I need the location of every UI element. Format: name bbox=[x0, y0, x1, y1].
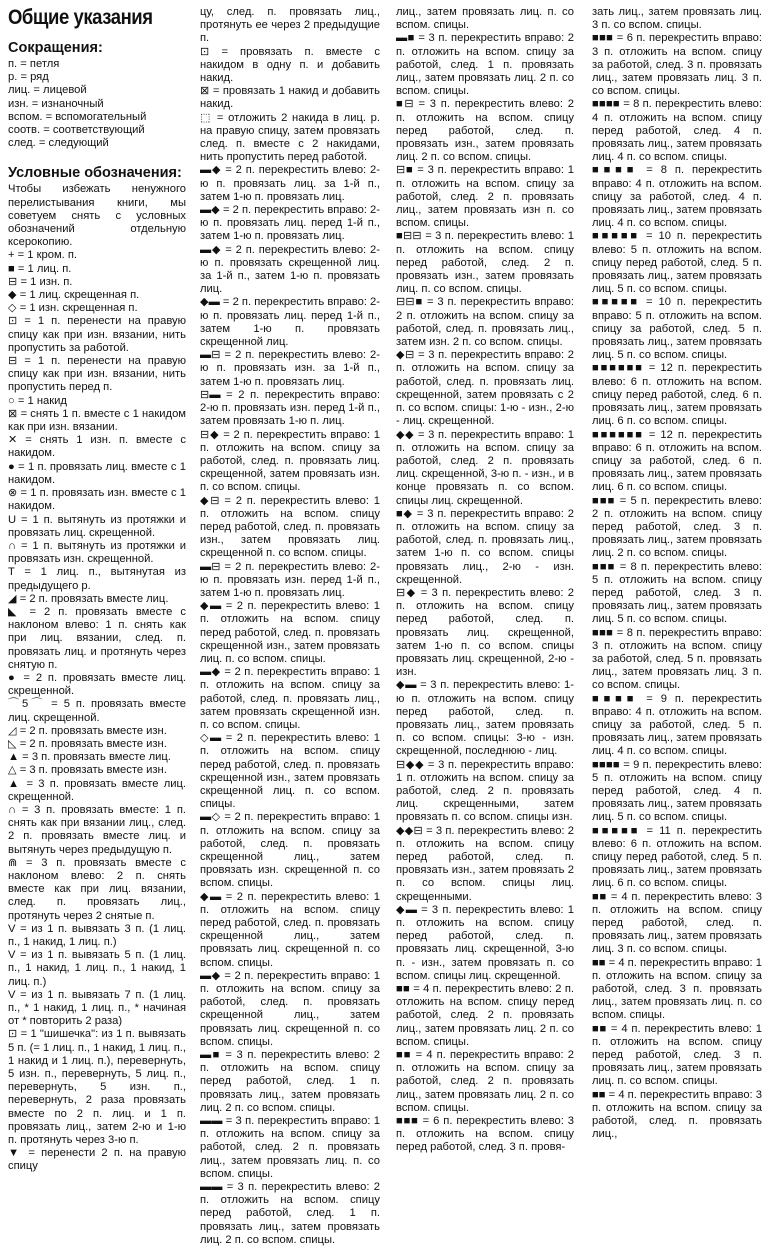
legend-entry: ● = 2 п. провязать вместе лиц. скрещенной. bbox=[8, 671, 186, 698]
legend-entry: T = 1 лиц. п., вытянутая из предыдущего р. bbox=[8, 566, 186, 592]
legend-entry: ⊡ = 1 "шишечка": из 1 п. вывязать 5 п. (= 1 лиц. п., 1 накид, 1 лиц. п., 1 накид и 1 лиц. п.), перевернуть, 5 изн. п., перевернуть, 5 лиц. п., перевернуть, 5 изн. п., перевернуть, 2 раза провязать вместе по 2 п. лиц. и 1 п. провязать лиц., затем 2-ю и 1-ю п. протянуть через 3-ю п. bbox=[8, 1028, 186, 1147]
legend-entry: ▼ = перенести 2 п. на правую спицу bbox=[8, 1147, 186, 1173]
legend-entry: ⊟◆◆ = 3 п. перекрестить вправо: 1 п. отложить на вспом. спицу за работой, след. 2 п. провязать лиц. скрещенными, затем провязать п. со вспом. спицы изн. bbox=[396, 758, 574, 824]
legend-entry: ⊟ = 1 п. перенести на правую спицу как при изн. вязании, нить пропустить перед п. bbox=[8, 355, 186, 394]
legend-entry: V = из 1 п. вывязать 7 п. (1 лиц. п., * 1 накид, 1 лиц. п., * начиная от * повторить 2 раза) bbox=[8, 988, 186, 1028]
legend-entry: ◺ = 2 п. провязать вместе изн. bbox=[8, 737, 167, 750]
legend-entry: лиц. = лицевой bbox=[8, 84, 87, 97]
column-2 bbox=[200, 6, 380, 1247]
column-4 bbox=[592, 6, 762, 1141]
legend-entry: ■■ = 4 п. перекрестить вправо: 2 п. отложить на вспом. спицу за работой, след. 2 п. провязать лиц., затем провязать лиц. 2 п. со вспом. спицы. bbox=[396, 1049, 574, 1114]
legend-entry: вспом. = вспомогательный bbox=[8, 110, 147, 123]
legend-entry: ▬◆ = 2 п. перекрестить влево: 2-ю п. провязать скрещенной лиц. за 1-й п., затем 1-ю п. провязать лиц. bbox=[200, 243, 380, 296]
legend-entry: ◆ = 1 лиц. скрещенная п. bbox=[8, 289, 140, 302]
column-3 bbox=[396, 6, 574, 1155]
legend-entry: ▬◆ = 2 п. перекрестить влево: 2-ю п. провязать лиц. за 1-й п., затем 1-ю п. провязать лиц. bbox=[200, 164, 380, 203]
legend-entry: ▬■ = 3 п. перекрестить влево: 2 п. отложить на вспом. спицу перед работой, след. 1 п. провязать лиц., затем провязать лиц. 2 п. со вспом. спицы. bbox=[200, 1049, 380, 1114]
legend-entry: ⊟◆ = 3 п. перекрестить влево: 2 п. отложить на вспом. спицу перед работой, след. п. провязать лиц. скрещенной, затем 1-ю п. со вспом. спицы провязать лиц. скрещенной, 2-ю - изн. bbox=[396, 586, 574, 679]
legend-entry: соотв. = соответствующий bbox=[8, 124, 145, 137]
legend-entry: V = из 1 п. вывязать 3 п. (1 лиц. п., 1 накид, 1 лиц. п.) bbox=[8, 922, 186, 948]
legend-entry: ▲ = 3 п. провязать вместе лиц. bbox=[8, 751, 171, 764]
legend-entry: ⊟ = 1 изн. п. bbox=[8, 275, 73, 288]
legend-entry: лиц., затем провязать лиц. п. со вспом. спицы. bbox=[396, 6, 574, 32]
legend-entry: V = из 1 п. вывязать 5 п. (1 лиц. п., 1 накид, 1 лиц. п., 1 накид, 1 лиц. п.) bbox=[8, 949, 186, 988]
legend-entry: р. = ряд bbox=[8, 71, 49, 84]
abbreviations-list bbox=[8, 58, 186, 150]
legend-entry: ▬◇ = 2 п. перекрестить вправо: 1 п. отложить на вспом. спицу за работой, след. п. провязать скрещенной лиц., затем провязать изн. скрещенной п. со вспом. спицы. bbox=[200, 811, 380, 890]
legend-entry: ■■■ = 5 п. перекрестить влево: 2 п. отложить на вспом. спицу перед работой, след. 3 п. провязать лиц., затем провязать лиц. 2 п. со вспом. спицы. bbox=[592, 494, 762, 560]
legend-entry: ■■■■■■ = 12 п. перекрестить влево: 6 п. отложить на вспом. спицу перед работой, след. 6 п. провязать лиц., затем провязать лиц. 6 п. со вспом. спицы. bbox=[592, 362, 762, 428]
legend-entry: ✕ = снять 1 изн. п. вместе с накидом. bbox=[8, 434, 186, 460]
legend-entry: ■■■■■ = 11 п. перекрестить влево: 6 п. отложить на вспом. спицу перед работой, след. 5 п. провязать лиц., затем провязать лиц. 6 п. со вспом. спицы. bbox=[592, 824, 762, 890]
legend-entry: ◆◆ = 3 п. перекрестить вправо: 1 п. отложить на вспом. спицу за работой, след. 2 п. провязать лиц. скрещенной, 3-ю п. - изн., и в конце провязать п. со вспом. спицы лиц. скрещенной. bbox=[396, 428, 574, 507]
legend-entry: ◆⊟ = 2 п. перекрестить влево: 1 п. отложить на вспом. спицу перед работой, след. п. провязать изн., затем провязать лиц. скрещенной п. со вспом. спицы. bbox=[200, 494, 380, 560]
legend-entry: ■■ = 4 п. перекрестить вправо: 1 п. отложить на вспом. спицу за работой, след. 3 п. провязать лиц., затем провязать лиц. п. со вспом. спицы. bbox=[592, 956, 762, 1022]
legend-list-col4 bbox=[592, 6, 762, 1141]
legend-entry: ■■ = 4 п. перекрестить влево: 1 п. отложить на вспом. спицу перед работой, след. 3 п. провязать лиц., затем провязать лиц. п. со вспом. спицы. bbox=[592, 1022, 762, 1088]
legend-list-col2 bbox=[200, 6, 380, 1247]
page-title: Общие указания bbox=[8, 6, 153, 29]
legend-entry: ▬■ = 3 п. перекрестить вправо: 2 п. отложить на вспом. спицу за работой, след. 1 п. провязать лиц., затем провязать лиц. 2 п. со вспом. спицы. bbox=[396, 32, 574, 98]
legend-entry: ◆⊟ = 3 п. перекрестить вправо: 2 п. отложить на вспом. спицу за работой, след. п. провязать лиц. скрещенной, затем провязать с 2 п. со вспом. спицы: 1-ю - изн., 2-ю - лиц. скрещенной. bbox=[396, 349, 574, 428]
column-1 bbox=[8, 6, 186, 1174]
legend-entry: ◿ = 2 п. провязать вместе изн. bbox=[8, 724, 167, 737]
legend-entry: ■ = 1 лиц. п. bbox=[8, 262, 72, 275]
legend-entry: ■■■■ = 8 п. перекрестить вправо: 4 п. отложить на вспом. спицу за работой, след. 4 п. провязать лиц., затем провязать лиц. 4 п. со вспом. спицы. bbox=[592, 164, 762, 230]
legend-heading: Условные обозначения: bbox=[8, 165, 182, 182]
legend-intro: Чтобы избежать ненужного перелистывания книги, мы советуем снять с условных обозначений отдельную ксерокопию. bbox=[8, 183, 186, 249]
legend-entry: ▬◆ = 2 п. перекрестить вправо: 1 п. отложить на вспом. спицу за работой, след. п. провязать скрещенной лиц., затем провязать лиц. скрещенной п. со вспом. спицы. bbox=[200, 969, 380, 1048]
legend-entry: ◆▬ = 2 п. перекрестить влево: 1 п. отложить на вспом. спицу перед работой, след. п. провязать скрещенной лиц., затем провязать лиц. скрещенной п. со вспом. спицы. bbox=[200, 890, 380, 969]
legend-entry: ■◆ = 3 п. перекрестить вправо: 2 п. отложить на вспом. спицу за работой, след. п. провязать лиц., затем 1-ю п. со вспом. спицы провязать лиц., 2-ю - изн. скрещенной. bbox=[396, 507, 574, 586]
legend-entry: ◆▬ = 3 п. перекрестить влево: 1-ю п. отложить на вспом. спицу перед работой, след. п. провязать лиц., затем провязать п. со вспом. спицы: 3-ю - изн. скрещенной, последнюю - лиц. bbox=[396, 679, 574, 758]
legend-entry: ⊟◆ = 2 п. перекрестить вправо: 1 п. отложить на вспом. спицу за работой, след. п. провязать лиц. скрещенной, затем провязать изн. п. со вспом. спицы. bbox=[200, 428, 380, 494]
legend-entry: ⊡ = 1 п. перенести на правую спицу как при изн. вязании, нить пропустить за работой. bbox=[8, 315, 186, 354]
legend-entry: ⋒ = 3 п. провязать вместе с наклоном влево: 2 п. снять вместе как при лиц. вязании, след. п. провязать лиц., протянуть через 2 снятые п. bbox=[8, 856, 186, 922]
legend-entry: ● = 1 п. провязать лиц. вместе с 1 накидом. bbox=[8, 460, 186, 486]
legend-entry: ∩ = 1 п. вытянуть из протяжки и провязать изн. скрещенной. bbox=[8, 539, 186, 566]
legend-entry: ⊟■ = 3 п. перекрестить вправо: 1 п. отложить на вспом. спицу за работой, след. 2 п. провязать лиц., затем провязать изн п. со вспом. спицы. bbox=[396, 164, 574, 230]
legend-entry: ◇ = 1 изн. скрещенная п. bbox=[8, 302, 138, 315]
legend-entry: ■■■■■ = 10 п. перекрестить вправо: 5 п. отложить на вспом. спицу за работой, след. 5 п. провязать лиц., затем провязать лиц. 5 п. со вспом. спицы. bbox=[592, 296, 762, 362]
legend-entry: п. = петля bbox=[8, 58, 60, 70]
legend-entry: след. = следующий bbox=[8, 137, 109, 150]
legend-entry: ■■■ = 8 п. перекрестить влево: 5 п. отложить на вспом. спицу перед работой, след. 3 п. провязать лиц., затем провязать лиц. 5 п. со вспом. спицы. bbox=[592, 560, 762, 626]
legend-entry: цу, след. п. провязать лиц., протянуть ее через 2 предыдущие п. bbox=[200, 6, 380, 45]
legend-entry: ■■ = 4 п. перекрестить вправо: 3 п. отложить на вспом. спицу за работой, след. п. провязать лиц., bbox=[592, 1088, 762, 1141]
legend-entry: ◇▬ = 2 п. перекрестить влево: 1 п. отложить на вспом. спицу перед работой, след. п. провязать скрещенной изн., затем провязать скрещенной лиц. п. со вспом. спицы. bbox=[200, 732, 380, 811]
legend-entry: ■■■■ = 8 п. перекрестить влево: 4 п. отложить на вспом. спицу перед работой, след. 4 п. провязать лиц., затем провязать лиц. 4 п. со вспом. спицы. bbox=[592, 98, 762, 164]
legend-entry: ■■ = 4 п. перекрестить влево: 3 п. отложить на вспом. спицу перед работой, след. п. провязать лиц., затем провязать лиц. 3 п. со вспом. спицы. bbox=[592, 890, 762, 956]
legend-entry: ■■■■ = 9 п. перекрестить вправо: 4 п. отложить на вспом. спицу за работой, след. 5 п. провязать лиц., затем провязать лиц. 4 п. со вспом. спицы. bbox=[592, 692, 762, 758]
legend-entry: ⬚ = отложить 2 накида в лиц. р. на правую спицу, затем провязать след. п. вместе с 2 накидами, нить пропустить перед работой. bbox=[200, 111, 380, 164]
legend-entry: ⊗ = 1 п. провязать изн. вместе с 1 накидом. bbox=[8, 487, 186, 513]
legend-entry: ⊟⊟■ = 3 п. перекрестить вправо: 2 п. отложить на вспом. спицу за работой, след. п. провязать лиц., затем изн. 2 п. со вспом. спицы. bbox=[396, 296, 574, 349]
legend-entry: ▬▬ = 3 п. перекрестить вправо: 1 п. отложить на вспом. спицу за работой, след. 2 п. провязать лиц., затем провязать лиц. п. со вспом. спицы. bbox=[200, 1115, 380, 1180]
legend-entry: ▬◆ = 2 п. перекрестить вправо: 1 п. отложить на вспом. спицу за работой, след. п. провязать лиц., затем провязать скрещенной изн. п. со вспом. спицы. bbox=[200, 666, 380, 731]
legend-entry: ⊠ = снять 1 п. вместе с 1 накидом как при изн. вязании. bbox=[8, 407, 186, 434]
abbreviations-heading: Сокращения: bbox=[8, 40, 103, 56]
legend-entry: ▲ = 3 п. провязать вместе лиц. скрещенной. bbox=[8, 777, 186, 803]
legend-entry: ■⊟ = 3 п. перекрестить влево: 2 п. отложить на вспом. спицу перед работой, след. п. провязать изн., затем провязать лиц. 2 п. со вспом. спицы. bbox=[396, 98, 574, 164]
legend-entry: ■■ = 4 п. перекрестить влево: 2 п. отложить на вспом. спицу перед работой, след. 2 п. провязать лиц., затем провязать лиц. 2 п. со вспом. спицы. bbox=[396, 983, 574, 1048]
legend-entry: ◣ = 2 п. провязать вместе с наклоном влево: 1 п. снять как при лиц. вязании, след. п. провязать лиц. и протянуть через снятую п. bbox=[8, 605, 186, 671]
legend-entry: ■■■■■■ = 12 п. перекрестить вправо: 6 п. отложить на вспом. спицу за работой, след. 6 п. провязать лиц., затем провязать лиц. 6 п. со вспом. спицы. bbox=[592, 428, 762, 494]
legend-entry: U = 1 п. вытянуть из протяжки и провязать лиц. скрещенной. bbox=[8, 513, 186, 539]
legend-entry: ⊡ = провязать п. вместе с накидом в одну п. и добавить накид. bbox=[200, 45, 380, 85]
legend-entry: ■■■ = 6 п. перекрестить вправо: 3 п. отложить на вспом. спицу за работой, след. 3 п. провязать лиц., затем провязать лиц. 3 п. со вспом. спицы. bbox=[592, 32, 762, 98]
legend-entry: ■■■ = 6 п. перекрестить влево: 3 п. отложить на вспом. спицу перед работой, след. 3 п. провя- bbox=[396, 1115, 574, 1154]
legend-entry: △ = 3 п. провязать вместе изн. bbox=[8, 764, 167, 777]
legend-entry: ○ = 1 накид bbox=[8, 394, 67, 407]
legend-list-col1 bbox=[8, 249, 186, 1173]
legend-entry: ⊠ = провязать 1 накид и добавить накид. bbox=[200, 85, 380, 111]
legend-entry: ▬⊟ = 2 п. перекрестить влево: 2-ю п. провязать изн. перед 1-й п., затем 1-ю п. провязать лиц. bbox=[200, 560, 380, 599]
legend-entry: ⌒5⌒ = 5 п. провязать вместе лиц. скрещенной. bbox=[8, 698, 186, 724]
legend-entry: зать лиц., затем провязать лиц. 3 п. со вспом. спицы. bbox=[592, 6, 762, 32]
legend-entry: ◆▬ = 3 п. перекрестить влево: 1 п. отложить на вспом. спицу перед работой, след. п. провязать лиц. скрещенной, 3-ю п. - изн., затем провязать п. со вспом. спицы лиц. скрещенной. bbox=[396, 903, 574, 982]
legend-entry: ◆▬ = 2 п. перекрестить вправо: 2-ю п. провязать лиц. перед 1-й п., затем 1-ю п. провязать скрещенной лиц. bbox=[200, 296, 380, 349]
legend-entry: изн. = изнаночный bbox=[8, 97, 104, 110]
legend-entry: ■■■■■ = 10 п. перекрестить влево: 5 п. отложить на вспом. спицу перед работой, след. 5 п. провязать лиц., затем провязать лиц. 5 п. со вспом. спицы. bbox=[592, 230, 762, 296]
legend-entry: ▬▬ = 3 п. перекрестить влево: 2 п. отложить на вспом. спицу перед работой, след. 1 п. провязать лиц., затем провязать лиц. 2 п. со вспом. спицы. bbox=[200, 1181, 380, 1246]
legend-entry: ▬⊟ = 2 п. перекрестить влево: 2-ю п. провязать изн. за 1-й п., затем 1-ю п. провязать лиц. bbox=[200, 349, 380, 388]
legend-entry: ∩ = 3 п. провязать вместе: 1 п. снять как при вязании лиц., след. 2 п. провязать вместе лиц. и вытянуть через предыдущую п. bbox=[8, 803, 186, 856]
legend-entry: ■■■■ = 9 п. перекрестить влево: 5 п. отложить на вспом. спицу перед работой, след. 4 п. провязать лиц., затем провязать лиц. 5 п. со вспом. спицы. bbox=[592, 758, 762, 824]
legend-list-col3 bbox=[396, 6, 574, 1155]
legend-entry: ◢ = 2 п. провязать вместе лиц. bbox=[8, 592, 169, 605]
legend-entry: ◆◆⊟ = 3 п. перекрестить влево: 2 п. отложить на вспом. спицу перед работой, след. п. провязать изн., затем провязать 2 п. со вспом. спицы лиц. скрещенными. bbox=[396, 824, 574, 903]
legend-entry: ▬◆ = 2 п. перекрестить вправо: 2-ю п. провязать лиц. перед 1-й п., затем 1-ю п. провязать лиц. bbox=[200, 204, 380, 243]
legend-entry: ◆▬ = 2 п. перекрестить влево: 1 п. отложить на вспом. спицу перед работой, след. п. провязать скрещенной изн., затем провязать лиц. п. со вспом. спицы. bbox=[200, 600, 380, 665]
legend-entry: ⊟▬ = 2 п. перекрестить вправо: 2-ю п. провязать изн. перед 1-й п., затем провязать 1-ю п. лиц. bbox=[200, 388, 380, 428]
legend-entry: ■⊟⊟ = 3 п. перекрестить влево: 1 п. отложить на вспом. спицу перед работой, след. 2 п. провязать изн., затем провязать лиц. п. со вспом. спицы. bbox=[396, 230, 574, 296]
legend-entry: ■■■ = 8 п. перекрестить вправо: 3 п. отложить на вспом. спицу за работой, след. 5 п. провязать лиц., затем провязать лиц. 3 п. со вспом. спицы. bbox=[592, 626, 762, 692]
legend-entry: + = 1 кром. п. bbox=[8, 249, 78, 262]
